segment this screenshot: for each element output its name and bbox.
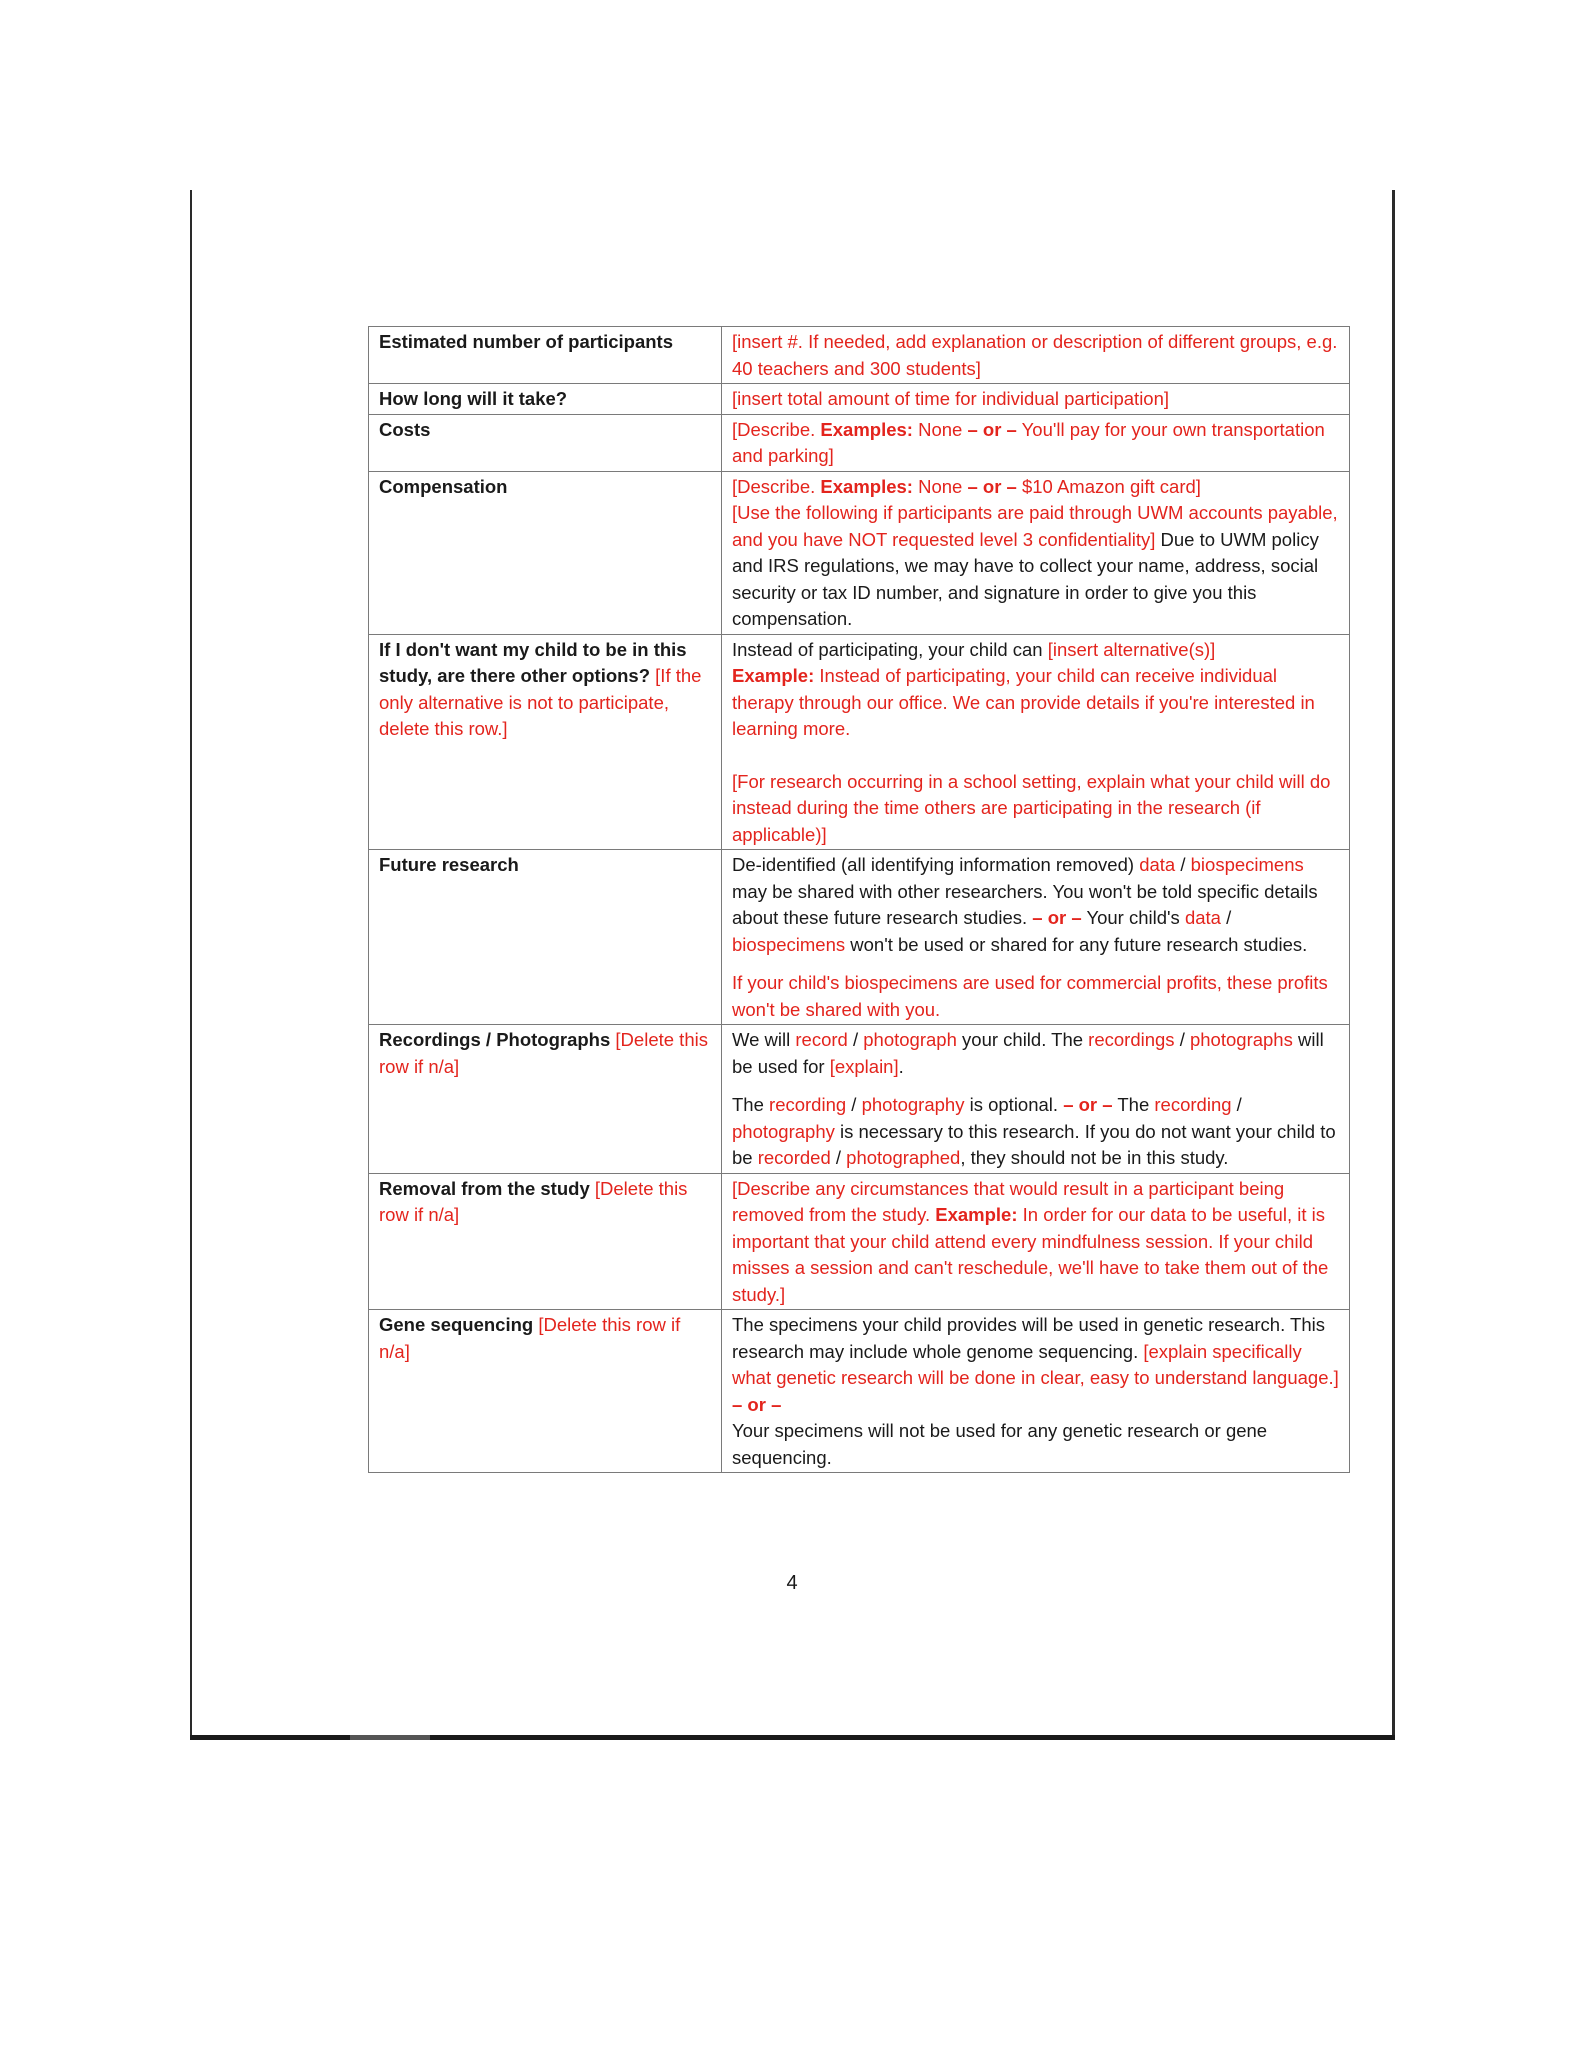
or-separator: – or –: [967, 418, 1017, 440]
text-run: [If the only alternative is not to participate, delete this row.]: [379, 665, 702, 739]
paragraph: [732, 500, 1339, 633]
text-run: None: [912, 475, 968, 497]
paragraph: [732, 1027, 1339, 1080]
row-content: [insert #. If needed, add explanation or description of different groups, e.g. 40 teachers and 300 students]: [722, 327, 1350, 384]
text-run: , they should not be in this study.: [960, 1147, 1229, 1168]
spacer: [732, 958, 1339, 970]
text-run: You'll pay for your own transportation and parking]: [732, 418, 1325, 466]
text-run: Examples:: [820, 418, 913, 440]
text-run: won't be used or shared for any future research studies.: [845, 933, 1308, 955]
text-run: photograph: [863, 1029, 957, 1050]
text-run: Gene sequencing: [379, 1314, 534, 1335]
row-label: Compensation: [369, 471, 722, 634]
text-run: /: [830, 1147, 847, 1168]
text-run: /: [1174, 1029, 1190, 1050]
text-run: /: [1175, 854, 1191, 875]
paragraph: [732, 474, 1339, 501]
row-content: [722, 1025, 1350, 1174]
text-run: Removal from the study: [379, 1177, 590, 1199]
text-run: Recordings / Photographs: [379, 1029, 611, 1050]
text-run: your child. The: [956, 1029, 1089, 1050]
table-row: [369, 1025, 1350, 1174]
text-run: biospecimens: [1190, 854, 1304, 875]
text-run: We will: [732, 1029, 796, 1050]
text-run: /: [1220, 907, 1232, 928]
table-row: [369, 327, 1350, 384]
text-run: Example:: [732, 665, 815, 686]
page-edge-shadow: [350, 1735, 430, 1740]
text-run: The specimens your child provides will be used in genetic research. This research may include whole genome sequencing.: [732, 1314, 1325, 1362]
text-run: De-identified (all identifying information removed): [732, 854, 1140, 875]
paragraph: [For research occurring in a school setting, explain what your child will do instead during the time others are participating in the research (if applicable)]: [732, 770, 1331, 845]
spacer: [732, 1080, 1339, 1092]
row-label: [369, 634, 722, 850]
text-run: photographs: [1189, 1029, 1293, 1050]
row-content: [722, 850, 1350, 1025]
spacer: [732, 743, 1339, 769]
text-run: recorded: [757, 1147, 831, 1168]
text-run: biospecimens: [732, 933, 846, 955]
text-run: is necessary to this research. If you do not want your child to be: [732, 1120, 1336, 1168]
text-run: recording: [769, 1094, 847, 1115]
table-row: [369, 414, 1350, 471]
text-run: recording: [1154, 1094, 1232, 1115]
row-label: [369, 1173, 722, 1310]
text-run: The: [1112, 1094, 1155, 1115]
text-run: In order for our data to be useful, it is important that your child attend every mindfulness session. If your child misses a session and can't reschedule, we'll have to take them out of the study.]: [732, 1204, 1329, 1305]
paragraph: If your child's biospecimens are used for commercial profits, these profits won't be shared with you.: [732, 972, 1328, 1020]
text-run: record: [795, 1029, 848, 1050]
text-run: may be shared with other researchers. You won't be told specific details about these future research studies.: [732, 880, 1318, 928]
table-row: [369, 1173, 1350, 1310]
row-content: [722, 634, 1350, 850]
page-number: 4: [786, 1572, 798, 1594]
text-run: Instead of participating, your child can: [732, 638, 1048, 660]
text-run: [Delete this row if n/a]: [379, 1029, 708, 1077]
or-separator: – or –: [1063, 1094, 1113, 1115]
text-run: Example:: [935, 1204, 1018, 1225]
row-label: Costs: [369, 414, 722, 471]
text-run: data: [1184, 907, 1221, 928]
page-edge-right: [1392, 190, 1395, 1740]
text-run: [Describe.: [732, 475, 821, 497]
text-run: [explain]: [829, 1055, 899, 1077]
text-run: will be used for: [732, 1029, 1324, 1077]
page-edge-left: [190, 190, 192, 1740]
text-run: photography: [861, 1094, 965, 1115]
paragraph: [732, 852, 1339, 958]
row-content: [722, 1310, 1350, 1473]
table-row: [369, 634, 1350, 850]
row-content: [insert total amount of time for individual participation]: [722, 384, 1350, 415]
table-row: [369, 850, 1350, 1025]
text-run: Instead of participating, your child can receive individual therapy through our office. We can provide details if you're interested in learning more.: [732, 665, 1315, 739]
paragraph: [732, 637, 1339, 664]
text-run: [Describe any circumstances that would result in a participant being removed from the study.: [732, 1177, 1285, 1225]
text-run: Examples:: [820, 475, 913, 497]
table-row: [369, 384, 1350, 415]
text-run: [insert alternative(s)]: [1047, 638, 1216, 660]
text-run: [Delete this row if n/a]: [379, 1177, 688, 1225]
text-run: data: [1139, 854, 1176, 875]
paragraph: [732, 663, 1339, 743]
text-run: /: [847, 1029, 864, 1050]
row-label: [369, 1025, 722, 1174]
row-label: Future research: [369, 850, 722, 1025]
text-run: photography: [732, 1120, 835, 1142]
text-run: None: [912, 418, 968, 440]
text-run: Your child's: [1081, 907, 1185, 928]
paragraph: Your specimens will not be used for any genetic research or gene sequencing.: [732, 1420, 1268, 1468]
text-run: [Describe.: [732, 418, 821, 440]
table-row: [369, 1310, 1350, 1473]
text-run: [explain specifically what genetic research will be done in clear, easy to understand language.]: [732, 1340, 1339, 1388]
row-label: How long will it take?: [369, 384, 722, 415]
row-label: [369, 1310, 722, 1473]
paragraph: [732, 1092, 1339, 1172]
text-run: If I don't want my child to be in this study, are there other options?: [379, 638, 687, 686]
paragraph: [732, 1312, 1339, 1392]
row-content: [722, 471, 1350, 634]
text-run: /: [846, 1094, 862, 1115]
or-separator: – or –: [732, 1393, 782, 1415]
or-separator: – or –: [967, 475, 1017, 497]
text-run: recordings: [1088, 1029, 1175, 1050]
or-separator: – or –: [1032, 907, 1082, 928]
text-run: photographed: [846, 1147, 961, 1168]
text-run: $10 Amazon gift card]: [1016, 475, 1201, 497]
text-run: Due to UWM policy and IRS regulations, we may have to collect your name, address, social security or tax ID number, and signature in order to give you this compensation.: [732, 528, 1319, 629]
consent-info-table: [368, 326, 1350, 1473]
text-run: .: [898, 1055, 904, 1077]
text-run: /: [1231, 1094, 1242, 1115]
text-run: [Use the following if participants are paid through UWM accounts payable, and you have NOT requested level 3 confidentiality]: [732, 502, 1338, 550]
row-label: Estimated number of participants: [369, 327, 722, 384]
text-run: [Delete this row if n/a]: [379, 1314, 681, 1362]
row-content: [722, 1173, 1350, 1310]
table-row: [369, 471, 1350, 634]
row-content: [722, 414, 1350, 471]
text-run: The: [732, 1094, 770, 1115]
text-run: is optional.: [964, 1094, 1064, 1115]
